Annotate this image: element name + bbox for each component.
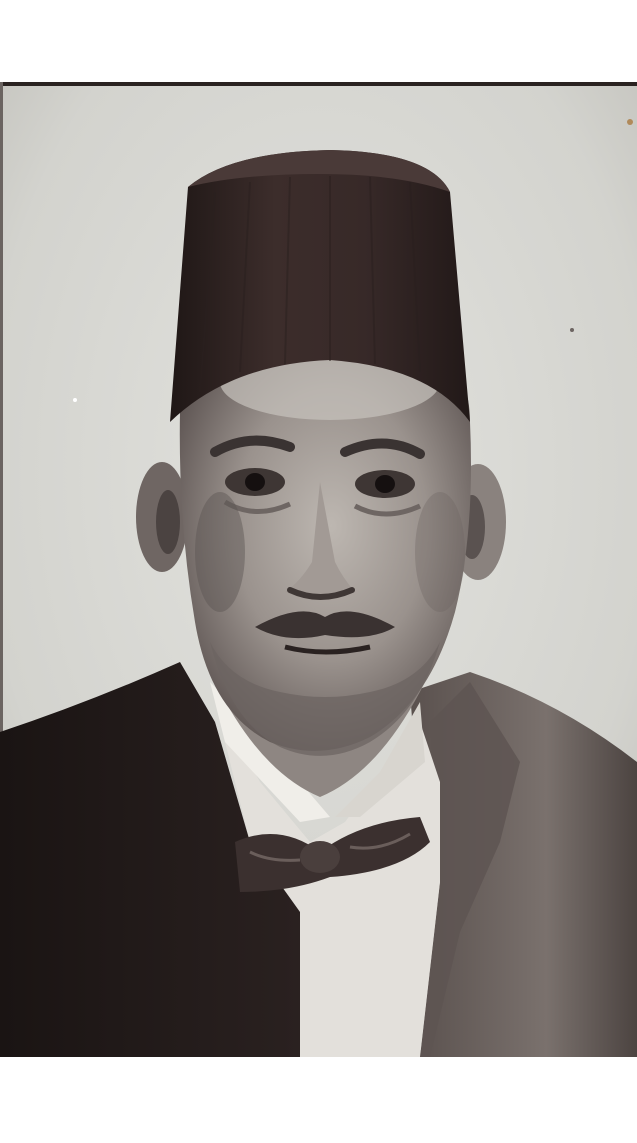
bowtie-knot xyxy=(300,841,340,873)
portrait-image xyxy=(0,82,637,1057)
frame-edge-top xyxy=(0,82,637,86)
portrait-photo xyxy=(0,82,637,1057)
